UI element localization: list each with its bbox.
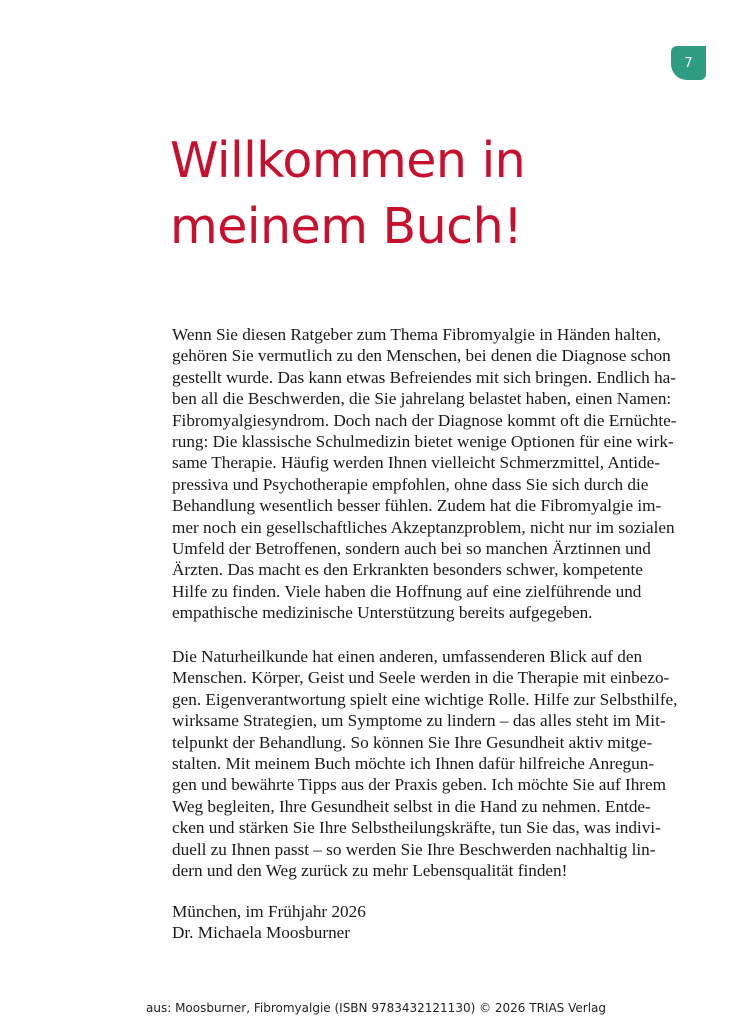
page-title — [170, 128, 525, 260]
text-line: stalten. Mit meinem Buch möchte ich Ihnen dafür hilfreiche Anregun- — [172, 754, 655, 774]
paragraph-intro — [172, 324, 677, 624]
text-line: Die Naturheilkunde hat einen anderen, umfassenderen Blick auf den — [172, 647, 643, 666]
title-line: Willkommen in — [170, 132, 526, 189]
text-line: gehören Sie vermutlich zu den Menschen, bei denen die Diagnose schon — [172, 346, 671, 366]
text-line: gen und bewährte Tipps aus der Praxis geben. Ich möchte Sie auf Ihrem — [172, 775, 667, 795]
text-line: Hilfe zu finden. Viele haben die Hoffnung auf eine zielführende und — [172, 581, 642, 601]
text-line: telpunkt der Behandlung. So können Sie Ihre Gesundheit aktiv mitge- — [172, 732, 653, 752]
paragraph-naturopathy — [172, 646, 677, 881]
text-line: Behandlung wesentlich besser fühlen. Zudem hat die Fibromyalgie im- — [172, 496, 662, 516]
text-line: empathische medizinische Unterstützung bereits aufgegeben. — [172, 603, 593, 623]
text-line: gestellt wurde. Das kann etwas Befreiendes mit sich bringen. Endlich ha- — [172, 367, 677, 387]
text-line: Fibromyalgiesyndrom. Doch nach der Diagnose kommt oft die Ernüchte- — [172, 410, 677, 430]
title-line: meinem Buch! — [170, 198, 523, 255]
text-line: Menschen. Körper, Geist und Seele werden in die Therapie mit einbezo- — [172, 668, 670, 688]
text-line: duell zu Ihnen passt – so werden Sie Ihre Beschwerden nachhaltig lin- — [172, 839, 656, 859]
place-date: München, im Frühjahr 2026 — [172, 902, 366, 921]
text-line: Wenn Sie diesen Ratgeber zum Thema Fibromyalgie in Händen halten, — [172, 325, 661, 344]
page-number-badge — [671, 46, 706, 80]
copyright-footer: aus: Moosburner, Fibromyalgie (ISBN 9783432121130) © 2026 TRIAS Verlag — [146, 1001, 606, 1015]
author-name: Dr. Michaela Moosburner — [172, 923, 351, 943]
text-line: same Therapie. Häufig werden Ihnen vielleicht Schmerzmittel, Antide- — [172, 453, 660, 473]
text-line: pressiva und Psychotherapie empfohlen, ohne dass Sie sich durch die — [172, 474, 649, 494]
text-line: gen. Eigenverantwortung spielt eine wichtige Rolle. Hilfe zur Selbsthilfe, — [172, 689, 678, 709]
text-line: Ärzten. Das macht es den Erkrankten besonders schwer, kompetente — [172, 560, 643, 580]
page-number: 7 — [684, 55, 693, 71]
text-line: rung: Die klassische Schulmedizin bietet wenige Optionen für eine wirk- — [172, 432, 674, 452]
text-line: Umfeld der Betroffenen, sondern auch bei so manchen Ärztinnen und — [172, 539, 651, 559]
closing-signature — [172, 901, 366, 944]
text-line: cken und stärken Sie Ihre Selbstheilungskräfte, tun Sie das, was indivi- — [172, 818, 661, 838]
text-line: ben all die Beschwerden, die Sie jahrelang belastet haben, einen Namen: — [172, 389, 672, 409]
text-line: dern und den Weg zurück zu mehr Lebensqualität finden! — [172, 861, 568, 881]
text-line: mer noch ein gesellschaftliches Akzeptanzproblem, nicht nur im sozialen — [172, 517, 675, 537]
text-line: wirksame Strategien, um Symptome zu lindern – das alles steht im Mit- — [172, 711, 666, 731]
text-line: Weg begleiten, Ihre Gesundheit selbst in die Hand zu nehmen. Entde- — [172, 796, 651, 816]
